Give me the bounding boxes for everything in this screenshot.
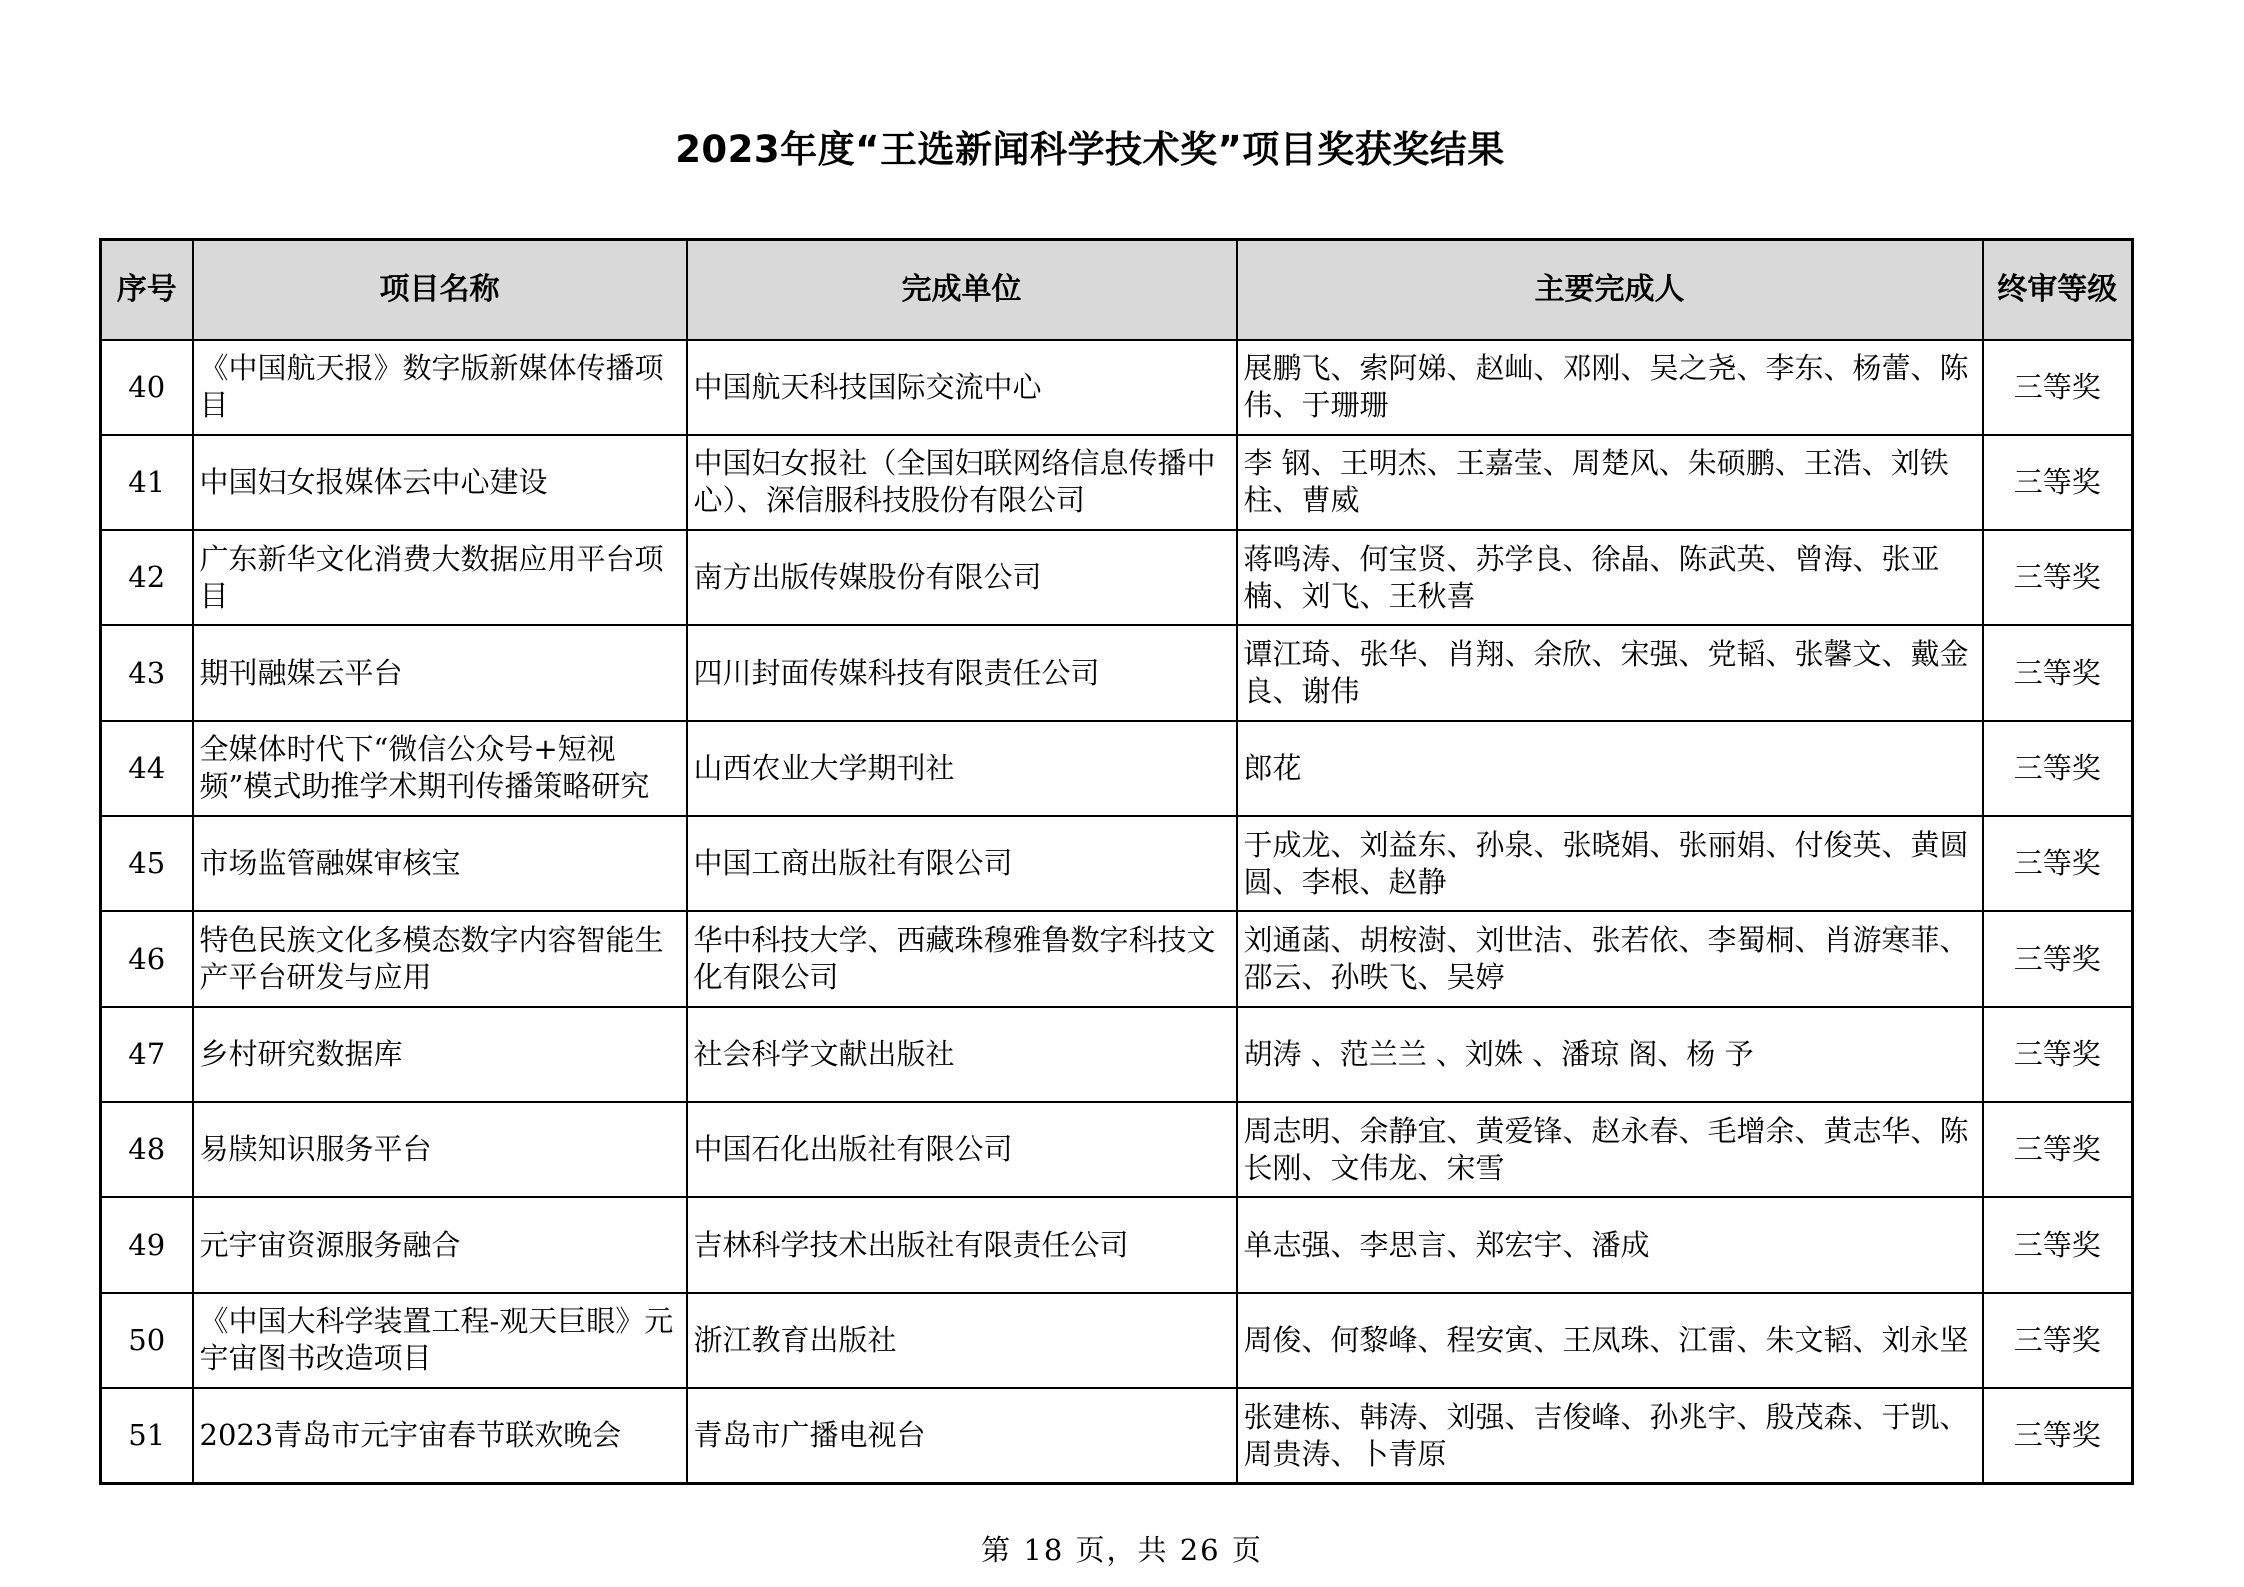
table-header-row — [101, 240, 2133, 340]
cell-grade: 三等奖 — [1983, 1197, 2133, 1292]
cell-project-name: 中国妇女报媒体云中心建设 — [193, 435, 687, 530]
page-title: 2023年度“王选新闻科学技术奖”项目奖获奖结果 — [675, 128, 1505, 171]
cell-people: 周志明、余静宜、黄爱锋、赵永春、毛增余、黄志华、陈长刚、文伟龙、宋雪 — [1237, 1102, 1983, 1197]
column-header-project-name: 项目名称 — [193, 240, 687, 340]
cell-people: 展鹏飞、索阿娣、赵屾、邓刚、吴之尧、李东、杨蕾、陈伟、于珊珊 — [1237, 340, 1983, 435]
table-row — [101, 1388, 2133, 1483]
cell-unit: 山西农业大学期刊社 — [687, 721, 1237, 816]
cell-project-name: 易牍知识服务平台 — [193, 1102, 687, 1197]
cell-people: 胡涛 、范兰兰 、刘姝 、潘琼 阁、杨 予 — [1237, 1007, 1983, 1102]
cell-project-name: 期刊融媒云平台 — [193, 625, 687, 720]
column-header-grade: 终审等级 — [1983, 240, 2133, 340]
cell-grade: 三等奖 — [1983, 625, 2133, 720]
cell-grade: 三等奖 — [1983, 911, 2133, 1006]
cell-seq: 43 — [101, 625, 193, 720]
column-header-unit: 完成单位 — [687, 240, 1237, 340]
cell-grade: 三等奖 — [1983, 1102, 2133, 1197]
table-row — [101, 1293, 2133, 1388]
table-row — [101, 625, 2133, 720]
cell-people: 刘通菡、胡桉澍、刘世洁、张若依、李蜀桐、肖游寒菲、邵云、孙昳飞、吴婷 — [1237, 911, 1983, 1006]
cell-unit: 华中科技大学、西藏珠穆雅鲁数字科技文化有限公司 — [687, 911, 1237, 1006]
cell-grade: 三等奖 — [1983, 816, 2133, 911]
table-row — [101, 1197, 2133, 1292]
cell-grade: 三等奖 — [1983, 721, 2133, 816]
cell-seq: 45 — [101, 816, 193, 911]
page-number-footer: 第 18 页，共 26 页 — [981, 1533, 1263, 1567]
cell-project-name: 特色民族文化多模态数字内容智能生产平台研发与应用 — [193, 911, 687, 1006]
cell-project-name: 乡村研究数据库 — [193, 1007, 687, 1102]
cell-seq: 40 — [101, 340, 193, 435]
cell-grade: 三等奖 — [1983, 1388, 2133, 1483]
column-header-seq: 序号 — [101, 240, 193, 340]
cell-unit: 中国航天科技国际交流中心 — [687, 340, 1237, 435]
cell-people: 谭江琦、张华、肖翔、余欣、宋强、党韬、张馨文、戴金良、谢伟 — [1237, 625, 1983, 720]
cell-seq: 44 — [101, 721, 193, 816]
table-row — [101, 1102, 2133, 1197]
cell-grade: 三等奖 — [1983, 530, 2133, 625]
cell-project-name: 全媒体时代下“微信公众号+短视频”模式助推学术期刊传播策略研究 — [193, 721, 687, 816]
cell-unit: 吉林科学技术出版社有限责任公司 — [687, 1197, 1237, 1292]
cell-people: 郎花 — [1237, 721, 1983, 816]
cell-unit: 四川封面传媒科技有限责任公司 — [687, 625, 1237, 720]
cell-people: 周俊、何黎峰、程安寅、王凤珠、江雷、朱文韬、刘永坚 — [1237, 1293, 1983, 1388]
cell-seq: 50 — [101, 1293, 193, 1388]
cell-seq: 42 — [101, 530, 193, 625]
cell-seq: 47 — [101, 1007, 193, 1102]
cell-unit: 中国石化出版社有限公司 — [687, 1102, 1237, 1197]
cell-grade: 三等奖 — [1983, 340, 2133, 435]
cell-project-name: 市场监管融媒审核宝 — [193, 816, 687, 911]
cell-project-name: 广东新华文化消费大数据应用平台项目 — [193, 530, 687, 625]
cell-grade: 三等奖 — [1983, 1007, 2133, 1102]
cell-project-name: 《中国大科学装置工程-观天巨眼》元宇宙图书改造项目 — [193, 1293, 687, 1388]
cell-seq: 49 — [101, 1197, 193, 1292]
cell-grade: 三等奖 — [1983, 1293, 2133, 1388]
cell-unit: 社会科学文献出版社 — [687, 1007, 1237, 1102]
cell-seq: 51 — [101, 1388, 193, 1483]
cell-seq: 41 — [101, 435, 193, 530]
cell-project-name: 《中国航天报》数字版新媒体传播项目 — [193, 340, 687, 435]
table-row — [101, 530, 2133, 625]
table-row — [101, 721, 2133, 816]
cell-project-name: 2023青岛市元宇宙春节联欢晚会 — [193, 1388, 687, 1483]
awards-table — [99, 238, 2134, 1485]
table-row — [101, 816, 2133, 911]
cell-people: 单志强、李思言、郑宏宇、潘成 — [1237, 1197, 1983, 1292]
table-row — [101, 1007, 2133, 1102]
cell-people: 李 钢、王明杰、王嘉莹、周楚风、朱硕鹏、王浩、刘铁柱、曹威 — [1237, 435, 1983, 530]
cell-unit: 中国妇女报社（全国妇联网络信息传播中心）、深信服科技股份有限公司 — [687, 435, 1237, 530]
cell-people: 蒋鸣涛、何宝贤、苏学良、徐晶、陈武英、曾海、张亚楠、刘飞、王秋喜 — [1237, 530, 1983, 625]
cell-people: 于成龙、刘益东、孙泉、张晓娟、张丽娟、付俊英、黄圆圆、李根、赵静 — [1237, 816, 1983, 911]
cell-unit: 中国工商出版社有限公司 — [687, 816, 1237, 911]
cell-project-name: 元宇宙资源服务融合 — [193, 1197, 687, 1292]
cell-unit: 青岛市广播电视台 — [687, 1388, 1237, 1483]
table-row — [101, 911, 2133, 1006]
cell-unit: 浙江教育出版社 — [687, 1293, 1237, 1388]
cell-seq: 46 — [101, 911, 193, 1006]
cell-grade: 三等奖 — [1983, 435, 2133, 530]
column-header-people: 主要完成人 — [1237, 240, 1983, 340]
cell-people: 张建栋、韩涛、刘强、吉俊峰、孙兆宇、殷茂森、于凯、周贵涛、卜青原 — [1237, 1388, 1983, 1483]
cell-unit: 南方出版传媒股份有限公司 — [687, 530, 1237, 625]
table-row — [101, 340, 2133, 435]
table-row — [101, 435, 2133, 530]
cell-seq: 48 — [101, 1102, 193, 1197]
